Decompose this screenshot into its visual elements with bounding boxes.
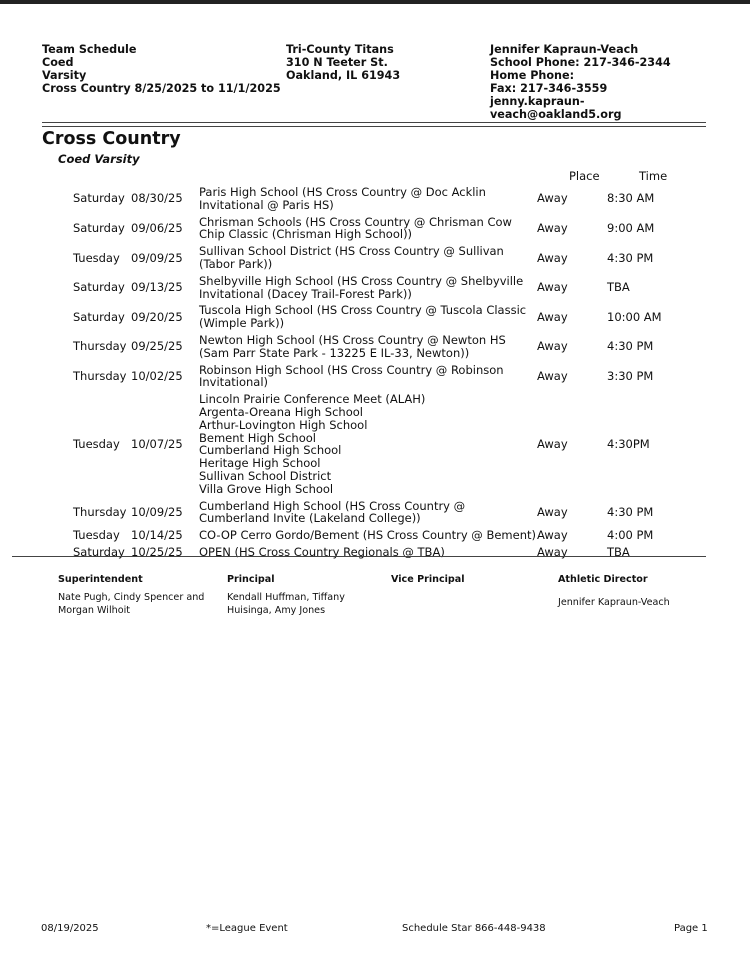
event-date: 10/02/25 xyxy=(131,368,183,383)
table-row xyxy=(42,184,706,214)
event-time: 4:30 PM xyxy=(607,504,654,519)
event-date: 08/30/25 xyxy=(131,191,183,206)
event-day: Thursday xyxy=(73,504,127,519)
staff-title: Athletic Director xyxy=(558,574,648,585)
table-row xyxy=(42,391,706,497)
header-line: Tri-County Titans xyxy=(286,43,394,56)
header-line: Varsity xyxy=(42,69,87,82)
section-subtitle: Coed Varsity xyxy=(58,152,140,166)
header-line: Jennifer Kapraun-Veach xyxy=(490,43,639,56)
event-place: Away xyxy=(537,544,568,559)
table-row xyxy=(42,527,706,544)
event-place: Away xyxy=(537,368,568,383)
event-time: TBA xyxy=(607,280,630,295)
staff-title: Principal xyxy=(227,574,275,585)
staff-names: Nate Pugh, Cindy Spencer and Morgan Wilhoit xyxy=(58,592,205,616)
event-time: 10:00 AM xyxy=(607,309,662,324)
table-row xyxy=(42,243,706,273)
column-header-time: Time xyxy=(639,169,668,183)
event-place: Away xyxy=(537,436,568,451)
header-line: Cross Country 8/25/2025 to 11/1/2025 xyxy=(42,82,281,95)
header-divider xyxy=(42,126,706,127)
event-day: Saturday xyxy=(73,280,125,295)
header-line: Home Phone: xyxy=(490,69,575,82)
event-date: 10/07/25 xyxy=(131,436,183,451)
event-place: Away xyxy=(537,191,568,206)
table-bottom-rule xyxy=(12,556,706,557)
event-place: Away xyxy=(537,504,568,519)
event-opponent: Tuscola High School (HS Cross Country @ Tuscola Classic (Wimple Park)) xyxy=(199,303,527,331)
staff-title: Superintendent xyxy=(58,574,143,585)
event-place: Away xyxy=(537,280,568,295)
footer-date: 08/19/2025 xyxy=(41,923,99,934)
event-time: TBA xyxy=(607,544,630,559)
event-opponent-line: Sullivan School District xyxy=(199,468,332,483)
event-time: 4:30PM xyxy=(607,436,650,451)
event-day: Saturday xyxy=(73,191,125,206)
header-line: Coed xyxy=(42,56,74,69)
event-place: Away xyxy=(537,528,568,543)
event-opponent-line: Lincoln Prairie Conference Meet (ALAH) xyxy=(199,392,426,407)
header-line: 310 N Teeter St. xyxy=(286,56,388,69)
event-opponent-line: Cumberland High School xyxy=(199,443,342,458)
event-day: Thursday xyxy=(73,368,127,383)
event-opponent: Shelbyville High School (HS Cross Country @ Shelbyville Invitational (Dacey Trail-Forest Park)) xyxy=(199,273,524,301)
event-date: 09/25/25 xyxy=(131,339,183,354)
event-opponent: Sullivan School District (HS Cross Country @ Sullivan (Tabor Park)) xyxy=(199,244,504,271)
table-row xyxy=(42,332,706,362)
staff-title: Vice Principal xyxy=(391,574,465,585)
header-line: Team Schedule xyxy=(42,43,137,56)
event-place: Away xyxy=(537,339,568,354)
header-school-address xyxy=(286,43,486,82)
event-opponent: Newton High School (HS Cross Country @ Newton HS (Sam Parr State Park - 13225 E IL-33, Newton)) xyxy=(199,332,506,360)
table-row xyxy=(42,214,706,244)
event-date: 09/20/25 xyxy=(131,309,183,324)
schedule-table xyxy=(42,184,706,561)
event-opponent: OPEN (HS Cross Country Regionals @ TBA) xyxy=(199,544,445,559)
staff-names: Jennifer Kapraun-Veach xyxy=(558,597,670,608)
event-opponent: Robinson High School (HS Cross Country @ Robinson Invitational) xyxy=(199,362,504,390)
event-opponent xyxy=(199,391,537,497)
table-row xyxy=(42,273,706,303)
staff-superintendent xyxy=(58,574,218,617)
table-row xyxy=(42,544,706,561)
header-team-info xyxy=(42,43,282,95)
top-border xyxy=(0,0,750,4)
event-time: 4:00 PM xyxy=(607,528,654,543)
event-opponent-line: Arthur-Lovington High School xyxy=(199,417,368,432)
staff-names: Kendall Huffman, Tiffany Huisinga, Amy Jones xyxy=(227,592,345,616)
column-header-place: Place xyxy=(569,169,600,183)
event-day: Saturday xyxy=(73,544,125,559)
footer-page-number: Page 1 xyxy=(674,923,708,934)
header-line: Oakland, IL 61943 xyxy=(286,69,401,82)
staff-vice-principal xyxy=(391,574,551,592)
event-opponent: CO-OP Cerro Gordo/Bement (HS Cross Country @ Bement) xyxy=(199,528,536,543)
staff-athletic-director xyxy=(558,574,718,610)
event-opponent-line: Villa Grove High School xyxy=(199,481,334,496)
header-line: School Phone: 217-346-2344 xyxy=(490,56,671,69)
event-day: Tuesday xyxy=(73,250,120,265)
footer-league-note: *=League Event xyxy=(206,923,288,934)
event-day: Tuesday xyxy=(73,436,120,451)
event-time: 3:30 PM xyxy=(607,368,654,383)
footer-vendor: Schedule Star 866-448-9438 xyxy=(402,923,546,934)
table-row xyxy=(42,498,706,528)
event-date: 09/13/25 xyxy=(131,280,183,295)
event-time: 4:30 PM xyxy=(607,339,654,354)
event-opponent-line: Argenta-Oreana High School xyxy=(199,404,363,419)
contact-email[interactable]: jenny.kapraun-veach@oakland5.org xyxy=(490,95,622,121)
event-time: 8:30 AM xyxy=(607,191,655,206)
event-day: Saturday xyxy=(73,220,125,235)
staff-principal xyxy=(227,574,387,617)
event-opponent: Chrisman Schools (HS Cross Country @ Chrisman Cow Chip Classic (Chrisman High School)) xyxy=(199,214,512,242)
event-time: 9:00 AM xyxy=(607,220,655,235)
header-divider xyxy=(42,122,706,123)
event-time: 4:30 PM xyxy=(607,250,654,265)
event-day: Saturday xyxy=(73,309,125,324)
event-date: 10/25/25 xyxy=(131,544,183,559)
event-day: Thursday xyxy=(73,339,127,354)
event-opponent-line: Bement High School xyxy=(199,430,316,445)
event-opponent: Cumberland High School (HS Cross Country @ Cumberland Invite (Lakeland College)) xyxy=(199,498,466,526)
header-contact xyxy=(490,43,690,121)
event-opponent-line: Heritage High School xyxy=(199,456,321,471)
event-date: 09/09/25 xyxy=(131,250,183,265)
table-row xyxy=(42,362,706,392)
header-line: Fax: 217-346-3559 xyxy=(490,82,608,95)
event-place: Away xyxy=(537,309,568,324)
event-opponent: Paris High School (HS Cross Country @ Doc Acklin Invitational @ Paris HS) xyxy=(199,185,486,212)
event-day: Tuesday xyxy=(73,528,120,543)
event-place: Away xyxy=(537,220,568,235)
table-row xyxy=(42,302,706,332)
section-title: Cross Country xyxy=(42,129,181,149)
event-date: 09/06/25 xyxy=(131,220,183,235)
event-date: 10/09/25 xyxy=(131,504,183,519)
event-place: Away xyxy=(537,250,568,265)
event-date: 10/14/25 xyxy=(131,528,183,543)
